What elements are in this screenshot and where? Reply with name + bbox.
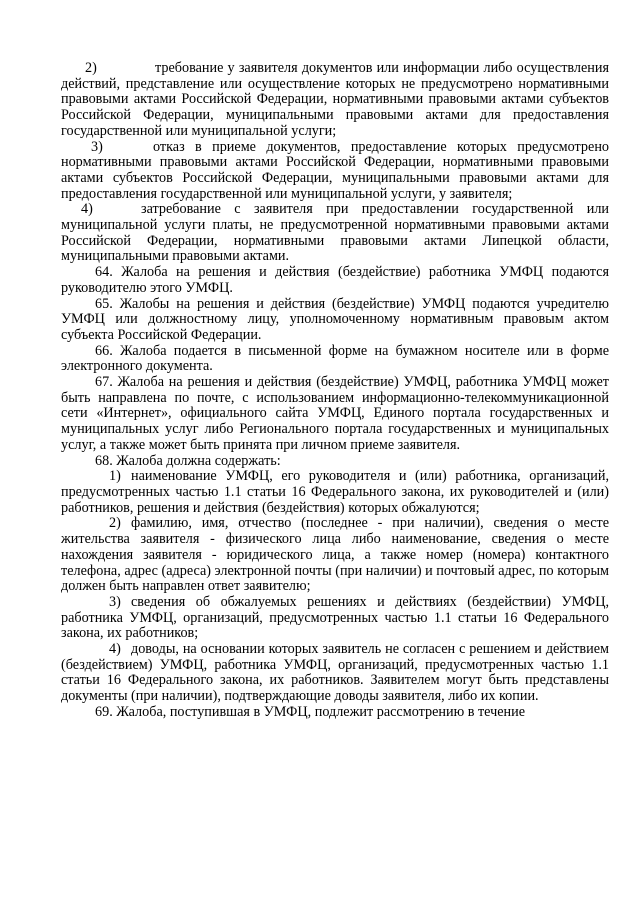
item-text: отказ в приеме документов, предоставление которых предусмотрено нормативными правовыми актами Российской Федерации, нормативными правовыми актами субъектов Российской Федерации, муниципальными правовыми актами для предоставления государственной или муниципальной услуги, у заявителя; <box>61 138 609 202</box>
item-number: 3) <box>91 138 103 155</box>
paragraph-67: 67. Жалоба на решения и действия (бездействие) УМФЦ, работника УМФЦ может быть направлена по почте, с использованием информационно-телекоммуникационной сети «Интернет», официального сайта УМФЦ, Единого портала государственных и муниципальных услуг либо Регионального портала государственных и муниципальных услуг, а также может быть принята при личном приеме заявителя. <box>61 374 609 453</box>
list-item <box>61 469 609 516</box>
item-number: 3) <box>109 593 121 610</box>
paragraph-69: 69. Жалоба, поступившая в УМФЦ, подлежит рассмотрению в течение <box>95 703 526 720</box>
item-text: затребование с заявителя при предоставлении государственной или муниципальной услуги платы, не предусмотренной нормативными правовыми актами Российской Федерации, нормативными правовыми актами Липецкой области, муниципальными правовыми актами. <box>61 201 609 265</box>
list-item <box>61 61 609 140</box>
item-number: 2) <box>109 515 121 532</box>
list-item <box>61 516 609 595</box>
item-text: доводы, на основании которых заявитель не согласен с решением и действием (бездействием) УМФЦ, работника УМФЦ, организаций, предусмотренных частью 1.1 статьи 16 Федерального закона, их работников. Заявителем могут быть представлены документы (при наличии), подтверждающие доводы заявителя, либо их копии. <box>61 641 609 705</box>
list-item <box>61 642 609 705</box>
paragraph-65: 65. Жалобы на решения и действия (бездействие) УМФЦ подаются учредителю УМФЦ или должностному лицу, уполномоченному нормативным правовым актом субъекта Российской Федерации. <box>61 295 609 343</box>
item-text: сведения об обжалуемых решениях и действиях (бездействии) УМФЦ, работника УМФЦ, организаций, предусмотренных частью 1.1 статьи 16 Федерального закона, их работников; <box>61 593 609 642</box>
list-item <box>61 202 609 265</box>
item-number: 4) <box>81 201 93 218</box>
item-text: фамилию, имя, отчество (последнее - при наличии), сведения о месте жительства заявителя - физического лица либо наименование, сведения о месте нахождения заявителя - юридического лица, а также номер (номера) контактного телефона, адрес (адреса) электронной почты (при наличии) и почтовый адрес, по которым должен быть направлен ответ заявителю; <box>61 515 609 595</box>
list-item <box>61 595 609 642</box>
item-text: требование у заявителя документов или информации либо осуществления действий, представление или осуществление которых не предусмотрено нормативными правовыми актами Российской Федерации, нормативными правовыми актами субъектов Российской Федерации, муниципальными правовыми актами для предоставления государственной или муниципальной услуги; <box>61 60 609 139</box>
paragraph-66: 66. Жалоба подается в письменной форме на бумажном носителе или в форме электронного документа. <box>61 342 609 375</box>
paragraph-68: 68. Жалоба должна содержать: <box>95 452 281 469</box>
paragraph-64: 64. Жалоба на решения и действия (бездействие) работника УМФЦ подаются руководителю этого УМФЦ. <box>61 264 609 296</box>
item-text: наименование УМФЦ, его руководителя и (или) работника, организаций, предусмотренных частью 1.1 статьи 16 Федерального закона, их руководителей и (или) работников, решения и действия (бездействия) которых обжалуются; <box>61 468 609 516</box>
item-number: 4) <box>109 641 121 658</box>
item-number: 2) <box>85 60 97 76</box>
document-page <box>61 61 609 721</box>
item-number: 1) <box>109 468 121 485</box>
list-item <box>61 140 609 203</box>
